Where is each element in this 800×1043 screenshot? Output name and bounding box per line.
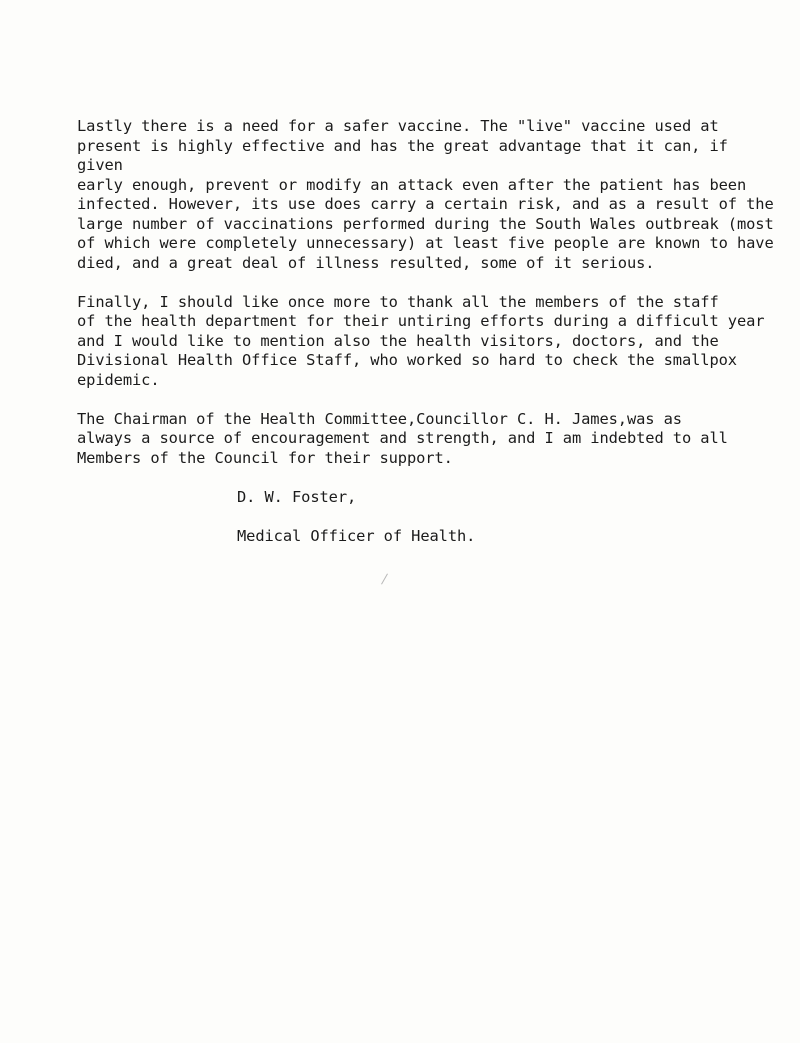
signature-title: Medical Officer of Health. — [237, 526, 476, 545]
paragraph-vaccine: Lastly there is a need for a safer vaccine. The "live" vaccine used at present is highly effective and has the great advantage that it can, if given early enough, prevent or modify an attack even after the patient has been infected. However, its use does carry a certain risk, and as a result of the large number of vaccinations performed during the South Wales outbreak (most of which were completely unnecessary) at least five people are known to have died, and a great deal of illness resulted, some of it serious. — [77, 117, 774, 272]
signature-name: D. W. Foster, — [237, 487, 357, 506]
report-body — [77, 117, 777, 546]
paragraph-thanks: Finally, I should like once more to thank all the members of the staff of the health department for their untiring efforts during a difficult year and I would like to mention also the health visitors, doctors, and the Divisional Health Office Staff, who worked so hard to check the smallpox epidemic. — [77, 292, 765, 389]
paragraph-chairman: The Chairman of the Health Committee,Councillor C. H. James,was as always a source of encouragement and strength, and I am indebted to all Members of the Council for their support. — [77, 409, 728, 467]
stray-pen-mark — [381, 574, 388, 585]
